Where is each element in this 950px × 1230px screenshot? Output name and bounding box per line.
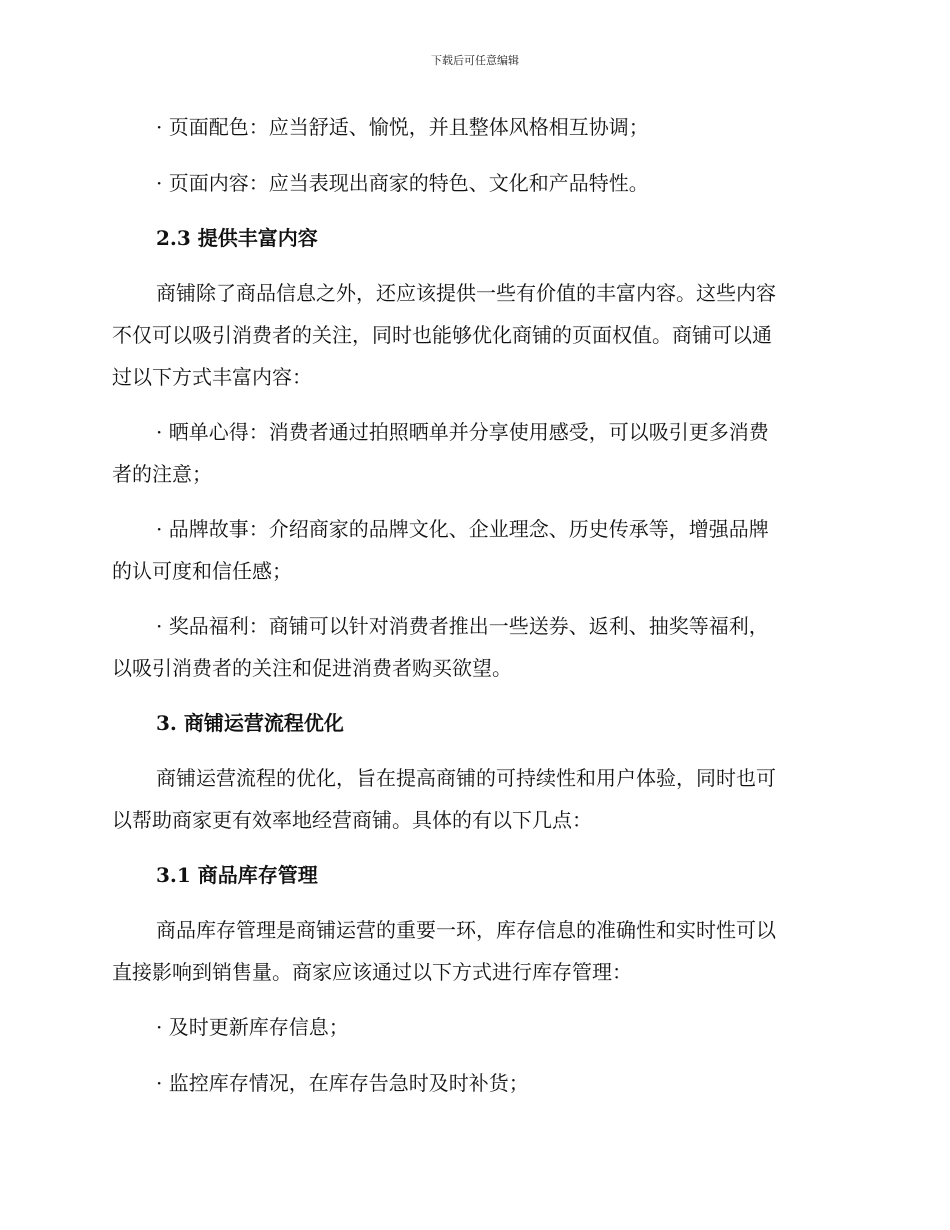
- paragraph-line: 不仅可以吸引消费者的关注，同时也能够优化商铺的页面权值。商铺可以通: [112, 323, 772, 347]
- bullet-continuation: 的认可度和信任感；: [112, 559, 292, 583]
- paragraph-line: 商铺运营流程的优化，旨在提高商铺的可持续性和用户体验，同时也可: [156, 766, 776, 790]
- bullet-page-color: · 页面配色：应当舒适、愉悦，并且整体风格相互协调；: [156, 115, 649, 139]
- page-header: 下载后可任意编辑: [431, 54, 519, 67]
- bullet-continuation: 者的注意；: [112, 462, 212, 486]
- bullet-continuation: 以吸引消费者的关注和促进消费者购买欲望。: [112, 656, 512, 680]
- bullet-update-inventory: · 及时更新库存信息；: [156, 1015, 349, 1039]
- section-heading-3: 3. 商铺运营流程优化: [156, 711, 344, 735]
- paragraph-line: 商品库存管理是商铺运营的重要一环，库存信息的准确性和实时性可以: [156, 918, 776, 942]
- bullet-monitor-inventory: · 监控库存情况，在库存告急时及时补货；: [156, 1071, 529, 1095]
- paragraph-line: 直接影响到销售量。商家应该通过以下方式进行库存管理：: [112, 960, 632, 984]
- bullet-prize-benefit: · 奖品福利：商铺可以针对消费者推出一些送券、返利、抽奖等福利，: [156, 614, 769, 638]
- bullet-share-experience: · 晒单心得：消费者通过拍照晒单并分享使用感受，可以吸引更多消费: [156, 420, 769, 444]
- section-heading-2-3: 2.3 提供丰富内容: [156, 226, 318, 250]
- paragraph-line: 以帮助商家更有效率地经营商铺。具体的有以下几点：: [112, 808, 592, 832]
- section-heading-3-1: 3.1 商品库存管理: [156, 863, 318, 887]
- paragraph-line: 过以下方式丰富内容：: [112, 365, 312, 389]
- paragraph-line: 商铺除了商品信息之外，还应该提供一些有价值的丰富内容。这些内容: [156, 281, 776, 305]
- bullet-brand-story: · 品牌故事：介绍商家的品牌文化、企业理念、历史传承等，增强品牌: [156, 517, 769, 541]
- bullet-page-content: · 页面内容：应当表现出商家的特色、文化和产品特性。: [156, 171, 649, 195]
